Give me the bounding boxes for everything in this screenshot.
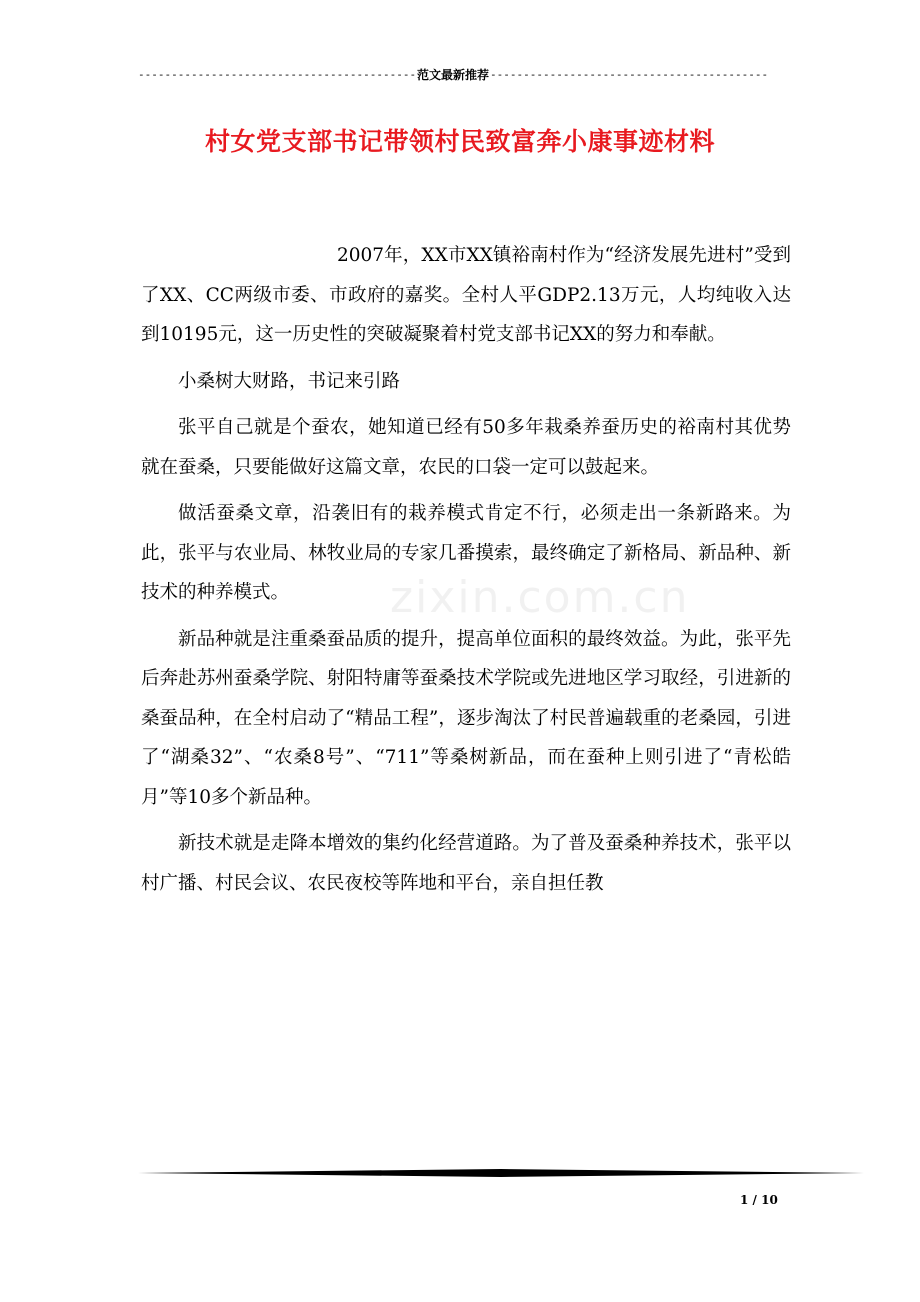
document-title: 村女党支部书记带领村民致富奔小康事迹材料: [204, 127, 715, 156]
footer-rule: [138, 1168, 864, 1180]
page-header: [138, 68, 768, 82]
section-heading: 小桑树大财路，书记来引路: [178, 370, 401, 392]
paragraph: 张平自己就是个蚕农，她知道已经有50多年栽桑养蚕历史的裕南村其优势就在蚕桑，只要能做好这篇文章，农民的口袋一定可以鼓起来。: [141, 417, 791, 478]
header-label: 范文最新推荐: [417, 68, 490, 82]
watermark: zixin.com.cn: [390, 572, 690, 623]
paragraph: 新技术就是走降本增效的集约化经营道路。为了普及蚕桑种养技术，张平以村广播、村民会议、农民夜校等阵地和平台，亲自担任教: [141, 833, 791, 894]
document-body: [141, 236, 791, 910]
header-dashes-right: [490, 68, 768, 82]
paragraph: 2007年，XX市XX镇裕南村作为“经济发展先进村”受到了XX、CC两级市委、市政府的嘉奖。全村人平GDP2.13万元，人均纯收入达到10195元，这一历史性的突破凝聚着村党支部书记XX的努力和奉献。: [141, 245, 791, 345]
paragraph: 新品种就是注重桑蚕品质的提升，提高单位面积的最终效益。为此，张平先后奔赴苏州蚕桑学院、射阳特庸等蚕桑技术学院或先进地区学习取经，引进新的桑蚕品种，在全村启动了“精品工程”，逐步淘汰了村民普遍载重的老桑园，引进了“湖桑32”、“农桑8号”、“711”等桑树新品，而在蚕种上则引进了“青松皓月”等10多个新品种。: [141, 628, 791, 808]
header-dashes-left: [138, 68, 416, 82]
page-number: 1 / 10: [740, 1193, 778, 1207]
paragraph: 做活蚕桑文章，沿袭旧有的栽养模式肯定不行，必须走出一条新路来。为此，张平与农业局、林牧业局的专家几番摸索，最终确定了新格局、新品种、新技术的种养模式。: [141, 503, 791, 603]
